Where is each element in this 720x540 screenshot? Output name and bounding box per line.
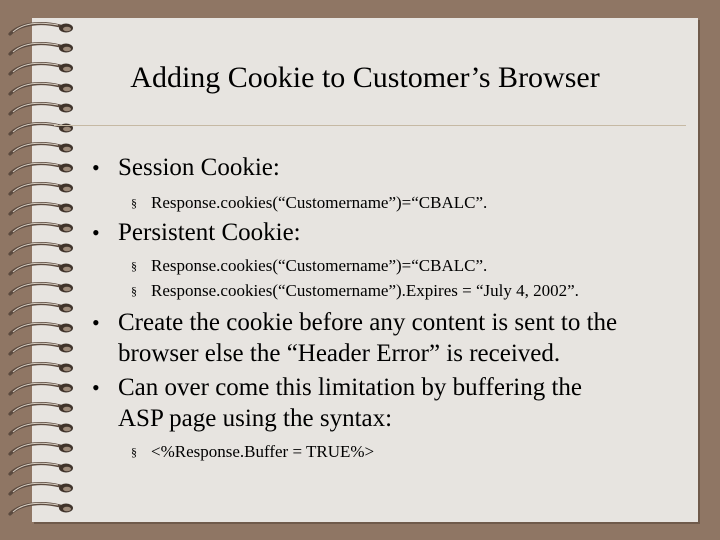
bullet-buffering-continued: [118, 403, 392, 435]
slide-title: Adding Cookie to Customer’s Browser: [130, 61, 600, 94]
bullet-dot: •: [92, 155, 100, 180]
bullet-create-cookie: [92, 307, 618, 339]
bullet-text: Can over come this limitation by buffering the: [118, 374, 583, 401]
bullet-session-cookie: [92, 152, 280, 184]
bullet-buffering: [92, 372, 583, 404]
sub-bullet-text: Response.cookies(“Customername”)=“CBALC”.: [151, 193, 488, 212]
sub-bullet-buffer-syntax: [131, 441, 375, 463]
sub-bullet-marker: §: [131, 445, 137, 459]
sub-bullet-marker: §: [131, 259, 137, 273]
sub-bullet-text: <%Response.Buffer = TRUE%>: [151, 442, 375, 461]
bullet-text: Create the cookie before any content is sent to the: [118, 309, 618, 336]
bullet-dot: •: [92, 220, 100, 245]
sub-bullet-marker: §: [131, 284, 137, 298]
bullet-text: Session Cookie:: [118, 154, 280, 181]
bullet-dot: •: [92, 375, 100, 400]
sub-bullet-marker: §: [131, 196, 137, 210]
bullet-dot: •: [92, 310, 100, 335]
bullet-create-cookie-continued: [118, 338, 560, 370]
sub-bullet-persistent-code-2: [131, 280, 579, 302]
sub-bullet-persistent-code-1: [131, 255, 488, 277]
sub-bullet-text: Response.cookies(“Customername”).Expires = “July 4, 2002”.: [151, 281, 579, 300]
bullet-text: browser else the “Header Error” is received.: [118, 340, 561, 367]
sub-bullet-session-code: [131, 192, 488, 214]
bullet-text: ASP page using the syntax:: [118, 405, 393, 432]
sub-bullet-text: Response.cookies(“Customername”)=“CBALC”.: [151, 256, 488, 275]
bullet-persistent-cookie: [92, 217, 301, 249]
bullet-text: Persistent Cookie:: [118, 219, 301, 246]
